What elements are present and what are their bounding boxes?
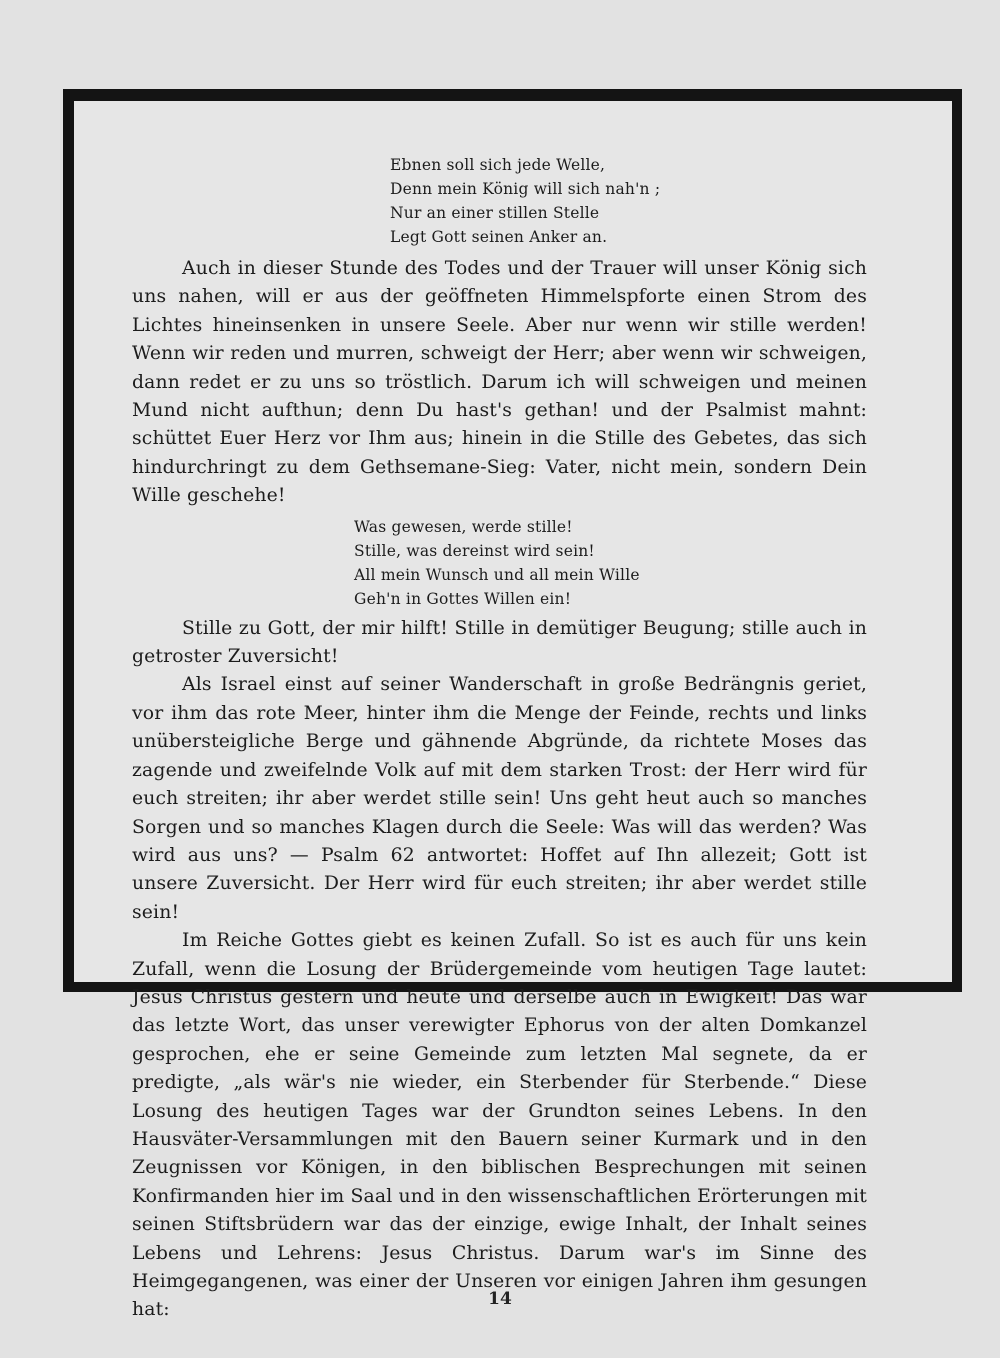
- verse-line: Geh'n in Gottes Willen ein!: [354, 589, 572, 608]
- verse-line: Denn mein König will sich nah'n ;: [390, 180, 661, 198]
- verse-line: All mein Wunsch und all mein Wille: [354, 565, 640, 584]
- verse-line: Stille, was dereinst wird sein!: [354, 541, 595, 560]
- verse-line: Nur an einer stillen Stelle: [390, 204, 600, 222]
- verse-line: Legt Gott seinen Anker an.: [390, 228, 608, 246]
- page-text-block: [132, 153, 867, 1325]
- paragraph-stille: Stille zu Gott, der mir hilft! Stille in demütiger Beugung; stille auch in getroster Zuversicht!: [132, 617, 867, 668]
- page-number: 14: [488, 1289, 512, 1309]
- verse-stanza-two: [132, 515, 867, 611]
- paragraph-trauer: Auch in dieser Stunde des Todes und der Trauer will unser König sich uns nahen, will er aus der geöffneten Himmelspforte einen Strom des Lichtes hineinsenken in unsere Seele. Aber nur wenn wir stille werden! Wenn wir reden und murren, schweigt der Herr; aber wenn wir schweigen, dann redet er zu uns so tröstlich. Darum ich will schweigen und meinen Mund nicht aufthun; denn Du hast's gethan! und der Psalmist mahnt: schüttet Euer Herz vor Ihm aus; hinein in die Stille des Gebetes, das sich hindurchringt zu dem Gethsemane-Sieg: Vater, nicht mein, sondern Dein Wille geschehe!: [132, 258, 867, 507]
- paragraph-reiche-gottes: Im Reiche Gottes giebt es keinen Zufall. So ist es auch für uns kein Zufall, wenn die Losung der Brüdergemeinde vom heutigen Tage lautet: Jesus Christus gestern und heute und derselbe auch in Ewigkeit! Das war das letzte Wort, das unser verewigter Ephorus von der alten Domkanzel gesprochen, ehe er seine Gemeinde zum letzten Mal segnete, da er predigte, „als wär's nie wieder, ein Sterbender für Sterbende.“ Diese Losung des heutigen Tages war der Grundton seines Lebens. In den Hausväter-Versammlungen mit den Bauern seiner Kurmark und in den Zeugnissen vor Königen, in den biblischen Besprechungen mit seinen Konfirmanden hier im Saal und in den wissenschaftlichen Erörterungen mit seinen Stiftsbrüdern war das der einzige, ewige Inhalt, der Inhalt seines Lebens und Lehrens: Jesus Christus. Darum war's im Sinne des Heimgegangenen, was einer der Unseren vor einigen Jahren ihm gesungen hat:: [132, 930, 867, 1321]
- verse-line: Was gewesen, werde stille!: [354, 517, 573, 536]
- verse-line: Ebnen soll sich jede Welle,: [390, 156, 606, 174]
- verse-stanza-one: [132, 153, 867, 249]
- paragraph-israel: Als Israel einst auf seiner Wanderschaft in große Bedrängnis geriet, vor ihm das rote Meer, hinter ihm die Menge der Feinde, rechts und links unübersteigliche Berge und gähnende Abgründe, da richtete Moses das zagende und zweifelnde Volk auf mit dem starken Trost: der Herr wird für euch streiten; ihr aber werdet stille sein! Uns geht heut auch so manches Sorgen und so manches Klagen durch die Seele: Was will das werden? Was wird aus uns? — Psalm 62 antwortet: Hoffet auf Ihn allezeit; Gott ist unsere Zuversicht. Der Herr wird für euch streiten; ihr aber werdet stille sein!: [132, 674, 867, 923]
